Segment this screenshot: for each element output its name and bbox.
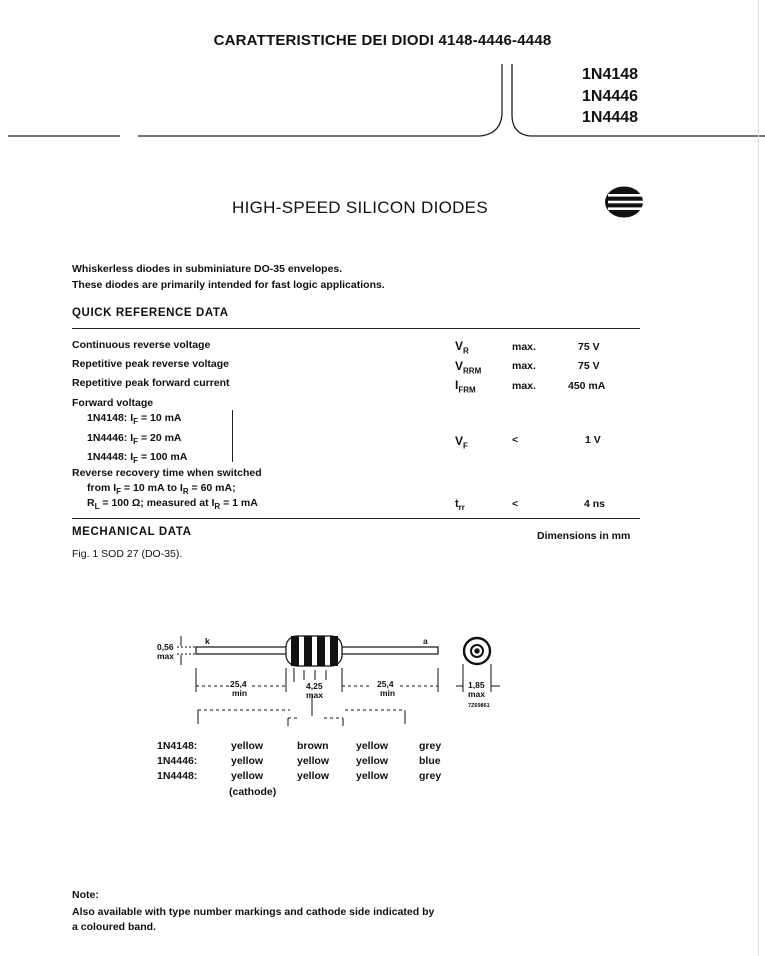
type-1n4446: 1N4446 [582,88,639,105]
qr-row-limit: max. [512,341,536,353]
note-line-1: Also available with type number markings and cathode side indicated by [72,906,435,918]
qr-row-value: 450 mA [568,380,606,392]
page-edge [758,0,759,956]
figure-caption: Fig. 1 SOD 27 (DO-35). [72,548,183,560]
color-band-4: grey [419,770,442,782]
forward-line: 1N4148: $I_F = 10$ mA [87,412,182,427]
dimensions-unit: Dimensions in mm [537,530,631,542]
color-band-1: yellow [231,755,264,767]
color-code-type: 1N4446: [157,755,198,767]
color-band-4: grey [419,740,442,752]
intro-line-1: Whiskerless diodes in subminiature DO-35 envelopes. [72,263,343,275]
qr-row-limit: max. [512,380,536,392]
color-code-type: 1N4148: [157,740,198,752]
recovery-symbol: $t_{rr}$ [455,498,465,513]
body-length: 4,25 [306,681,323,691]
recovery-line-2: from $I_F = 10$ mA to $I_R = 60$ mA; [87,482,236,497]
forward-value: 1 V [585,434,601,446]
color-band-2: yellow [297,755,330,767]
anode-lead-label: a [423,636,428,646]
color-band-1: yellow [231,770,264,782]
main-title: HIGH-SPEED SILICON DIODES [232,198,488,217]
forward-line: 1N4446: $I_F = 20$ mA [87,432,182,447]
qr-row-label: Continuous reverse voltage [72,339,211,351]
recovery-limit: < [512,498,519,510]
qr-row-symbol: $V_R$ [455,339,469,356]
forward-voltage-label: Forward voltage [72,397,154,409]
color-band-3: yellow [356,740,389,752]
lead-length-left: 25,4 [230,679,247,689]
recovery-value: 4 ns [584,498,606,510]
lead-length-right: 25,4 [377,679,394,689]
qr-row-symbol: $I_{FRM}$ [455,378,476,395]
quick-reference-heading: QUICK REFERENCE DATA [72,307,229,319]
document-title: CARATTERISTICHE DEI DIODI 4148-4446-4448 [213,32,552,49]
lead-diameter-max: max [157,651,175,661]
lead-length-left-min: min [232,688,248,698]
recovery-line-3: $R_L = 100$ Ω; measured at $I_R = 1$ mA [87,497,258,512]
cathode-lead-label: k [205,636,210,646]
qr-row-value: 75 V [578,341,600,353]
color-band-2: brown [297,740,329,752]
type-1n4148: 1N4148 [582,66,639,83]
body-length-max: max [306,690,324,700]
note-line-2: a coloured band. [72,921,157,933]
color-band-2: yellow [297,770,330,782]
forward-limit: < [512,434,519,446]
qr-row-label: Repetitive peak forward current [72,377,230,389]
drawing-code: 7Z69861 [468,703,490,709]
qr-row-value: 75 V [578,360,600,372]
intro-line-2: These diodes are primarily intended for fast logic applications. [72,279,385,291]
color-band-4: blue [419,755,441,767]
cathode-note: (cathode) [229,786,277,798]
lead-length-right-min: min [380,688,396,698]
qr-row-limit: max. [512,360,536,372]
recovery-line-1: Reverse recovery time when switched [72,467,262,479]
mechanical-heading: MECHANICAL DATA [72,526,192,538]
color-band-1: yellow [231,740,264,752]
body-diameter-max: max [468,689,486,699]
note-heading: Note: [72,889,99,901]
forward-line: 1N4448: $I_F = 100$ mA [87,451,188,466]
qr-row-symbol: $V_{RRM}$ [455,359,482,376]
body-diameter: 1,85 [468,680,485,690]
lead-diameter: 0,56 [157,642,174,652]
qr-row-label: Repetitive peak reverse voltage [72,358,229,370]
color-code-type: 1N4448: [157,770,198,782]
forward-symbol: $V_F$ [455,434,468,451]
color-band-3: yellow [356,755,389,767]
color-band-3: yellow [356,770,389,782]
type-1n4448: 1N4448 [582,109,639,126]
